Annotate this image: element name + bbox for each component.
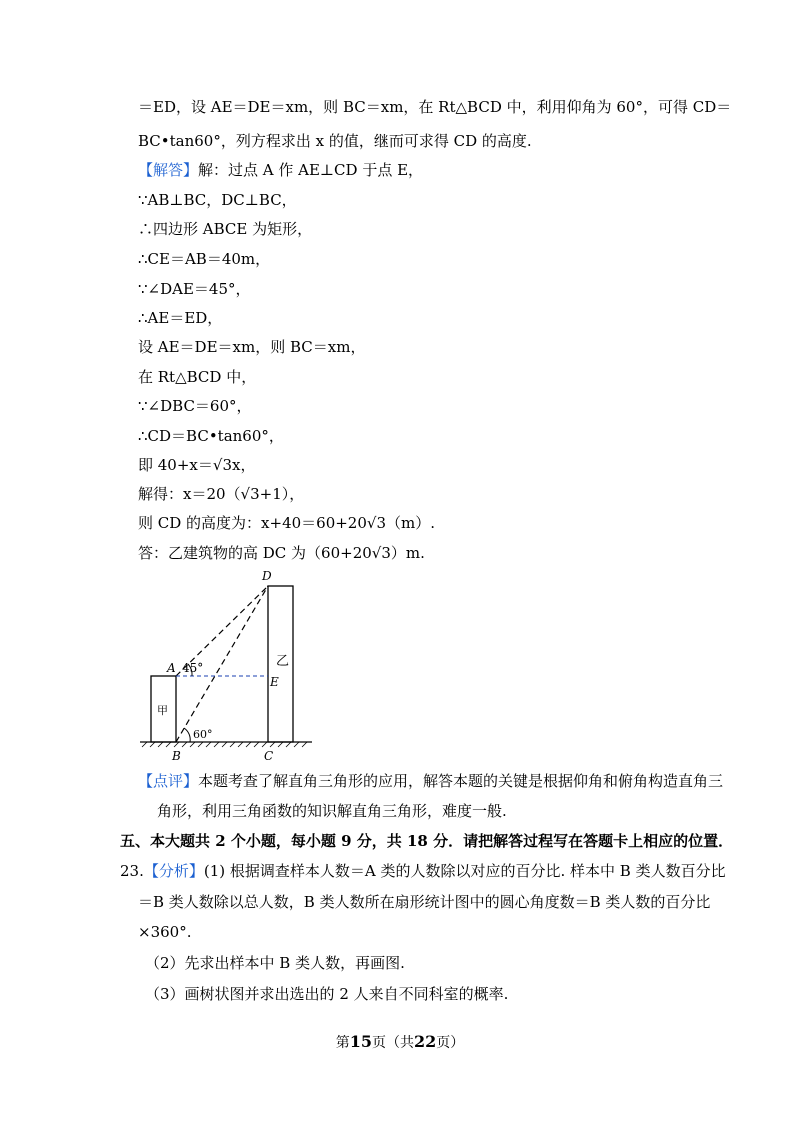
ground-hatching — [142, 742, 307, 747]
label-E: E — [270, 675, 279, 689]
solution-line-9: ∵∠DBC＝60°， — [138, 397, 252, 415]
footer-mid: 页（共 — [372, 1035, 414, 1051]
q23-line-2: ＝B 类人数除以总人数，B 类人数所在扇形统计图中的圆心角度数＝B 类人数的百分比 — [138, 893, 711, 911]
comment-line-1 — [138, 771, 723, 791]
q23-line-5: （3）画树状图并求出选出的 2 人来自不同科室的概率. — [145, 985, 509, 1003]
label-B: B — [172, 749, 181, 763]
analysis-tag: 【分析】 — [143, 862, 204, 880]
angle-60-arc — [184, 728, 190, 742]
label-jia: 甲 — [157, 704, 168, 717]
label-D: D — [262, 569, 272, 583]
q23-line-4: （2）先求出样本中 B 类人数，再画图. — [145, 954, 405, 972]
q23-number: 23. — [120, 862, 144, 880]
analysis-line-2: BC•tan60°，列方程求出 x 的值，继而可求得 CD 的高度. — [138, 132, 532, 150]
footer-total-pages: 22 — [414, 1032, 437, 1051]
solution-line-2: ∵AB⊥BC，DC⊥BC， — [138, 191, 297, 209]
label-A: A — [167, 661, 176, 675]
solution-line-7: 设 AE＝DE＝xm，则 BC＝xm， — [138, 338, 366, 356]
section-heading: 五、本大题共 2 个小题，每小题 9 分，共 18 分．请把解答过程写在答题卡上相应的位置． — [120, 832, 734, 850]
solution-line-12: 解得：x＝20（√3+1）， — [138, 485, 305, 503]
solution-line-10: ∴CD＝BC•tan60°， — [138, 427, 284, 445]
label-angle-45: 45° — [182, 661, 204, 675]
solution-line-5: ∵∠DAE＝45°， — [138, 280, 251, 298]
answer-tag: 【解答】 — [138, 161, 199, 179]
page-footer — [0, 1032, 800, 1052]
footer-page-number: 15 — [349, 1032, 372, 1051]
q23-text: (1) 根据调查样本人数＝A 类的人数除以对应的百分比. 样本中 B 类人数百分比 — [203, 862, 726, 880]
comment-line-2: 角形，利用三角函数的知识解直角三角形，难度一般. — [157, 802, 507, 820]
solution-line-8: 在 Rt△BCD 中， — [138, 368, 257, 386]
solution-line-14: 答：乙建筑物的高 DC 为（60+20√3）m. — [138, 544, 425, 562]
geometry-figure — [138, 568, 318, 764]
q23-line-1 — [120, 861, 726, 881]
solution-line-6: ∴AE＝ED， — [138, 309, 223, 327]
q23-line-3: ×360°. — [138, 923, 192, 941]
solution-line-4: ∴CE＝AB＝40m， — [138, 250, 271, 268]
analysis-line-1: ＝ED，设 AE＝DE＝xm，则 BC＝xm，在 Rt△BCD 中，利用仰角为 60°，可得 CD＝ — [138, 98, 732, 116]
solution-text: 解：过点 A 作 AE⊥CD 于点 E， — [198, 161, 424, 179]
solution-line-11: 即 40+x＝√3x， — [138, 456, 256, 474]
comment-text: 本题考查了解直角三角形的应用，解答本题的关键是根据仰角和俯角构造直角三 — [198, 772, 724, 790]
footer-post: 页） — [436, 1035, 465, 1051]
comment-tag: 【点评】 — [138, 772, 199, 790]
solution-line-13: 则 CD 的高度为：x+40＝60+20√3（m）. — [138, 514, 435, 532]
label-C: C — [264, 749, 274, 763]
solution-line-1 — [138, 160, 423, 180]
solution-line-3: ∴四边形 ABCE 为矩形， — [138, 220, 313, 238]
label-yi: 乙 — [276, 654, 290, 669]
label-angle-60: 60° — [193, 728, 213, 741]
footer-pre: 第 — [335, 1035, 350, 1051]
